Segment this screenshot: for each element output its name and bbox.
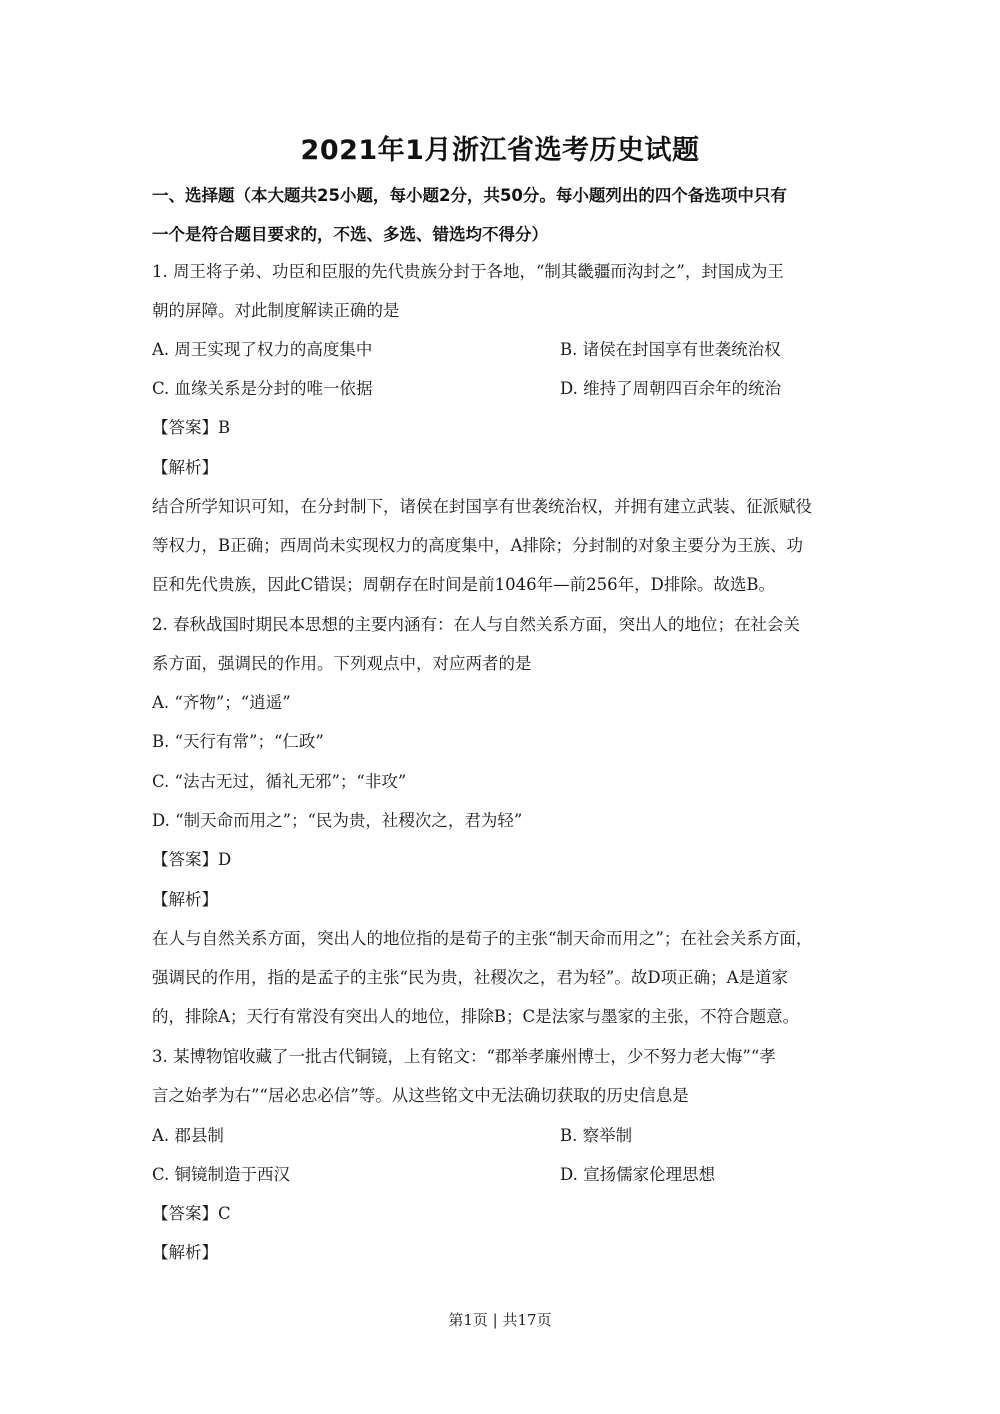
q2-analysis-line-2: 强调民的作用，指的是孟子的主张“民为贵，社稷次之，君为轻”。故D项正确；A是道家 [152,968,789,987]
q1-option-c: C. 血缘关系是分封的唯一依据 [152,379,373,398]
q3-analysis-label: 【解析】 [152,1243,218,1262]
q2-option-d: D. “制天命而用之”；“民为贵，社稷次之，君为轻” [152,811,523,830]
q1-analysis-line-3: 臣和先代贵族，因此C错误；周朝存在时间是前1046年—前256年，D排除。故选B。 [152,575,775,594]
q3-option-a: A. 郡县制 [152,1126,224,1145]
section-header-line-2: 一个是符合题目要求的，不选、多选、错选均不得分） [152,225,548,244]
section-header-line-1: 一、选择题（本大题共25小题，每小题2分，共50分。每小题列出的四个备选项中只有 [152,186,787,205]
q1-option-d: D. 维持了周朝四百余年的统治 [560,379,782,398]
q1-option-b: B. 诸侯在封国享有世袭统治权 [560,340,781,359]
q2-answer: 【答案】D [152,850,232,869]
q1-option-a: A. 周王实现了权力的高度集中 [152,340,373,359]
q2-analysis-line-1: 在人与自然关系方面，突出人的地位指的是荀子的主张“制天命而用之”；在社会关系方面， [152,929,813,948]
q1-analysis-label: 【解析】 [152,458,218,477]
q2-option-a: A. “齐物”；“逍遥” [152,693,291,712]
q2-analysis-label: 【解析】 [152,890,218,909]
q3-option-c: C. 铜镜制造于西汉 [152,1165,291,1184]
q2-stem-line-2: 系方面，强调民的作用。下列观点中，对应两者的是 [152,654,532,673]
q2-option-c: C. “法古无过，循礼无邪”；“非攻” [152,772,407,791]
q3-option-b: B. 察举制 [560,1126,633,1145]
q3-stem-line-1: 3. 某博物馆收藏了一批古代铜镜，上有铭文：“郡举孝廉州博士，少不努力老大悔”“孝 [152,1047,776,1066]
page-title: 2021年1月浙江省选考历史试题 [300,135,700,166]
q3-answer: 【答案】C [152,1204,231,1223]
q1-answer: 【答案】B [152,418,231,437]
q2-stem-line-1: 2. 春秋战国时期民本思想的主要内涵有：在人与自然关系方面，突出人的地位；在社会关 [152,615,800,634]
q1-stem-line-2: 朝的屏障。对此制度解读正确的是 [152,301,400,320]
q1-analysis-line-1: 结合所学知识可知，在分封制下，诸侯在封国享有世袭统治权，并拥有建立武装、征派赋役 [152,497,812,516]
page-footer: 第1页 | 共17页 [448,1311,552,1329]
q2-analysis-line-3: 的，排除A；天行有常没有突出人的地位，排除B；C是法家与墨家的主张，不符合题意。 [152,1007,800,1026]
section-header [152,176,862,254]
q3-option-d: D. 宣扬儒家伦理思想 [560,1165,716,1184]
q1-analysis-line-2: 等权力，B正确；西周尚未实现权力的高度集中，A排除；分封制的对象主要分为王族、功 [152,536,804,555]
q3-stem-line-2: 言之始孝为右”“居必忠必信”等。从这些铭文中无法确切获取的历史信息是 [152,1086,689,1105]
q1-stem-line-1: 1. 周王将子弟、功臣和臣服的先代贵族分封于各地，“制其畿疆而沟封之”，封国成为王 [152,262,784,281]
q2-option-b: B. “天行有常”；“仁政” [152,732,324,751]
